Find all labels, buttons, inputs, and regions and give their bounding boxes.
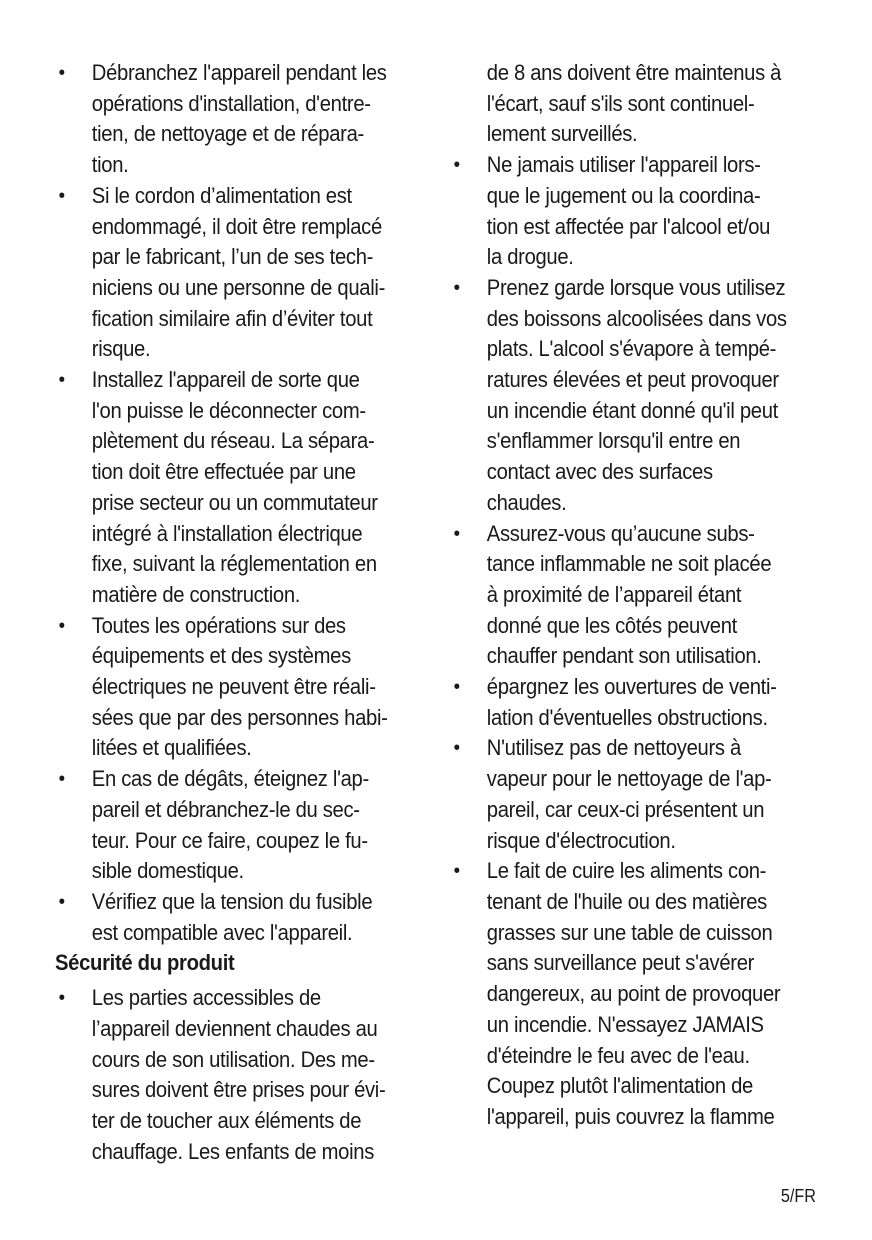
text-line: par le fabricant, l’un de ses tech- <box>91 244 374 270</box>
text-line: des boissons alcoolisées dans vos <box>486 305 787 331</box>
text-line: pareil et débranchez-le du sec- <box>91 796 360 822</box>
text-line: fixe, suivant la réglementation en <box>91 551 377 577</box>
continuation-paragraph <box>450 58 846 150</box>
text-line: ratures élevées et peut provoquer <box>486 367 779 393</box>
text-line: lement surveillés. <box>486 121 638 147</box>
text-line: tion. <box>91 152 129 178</box>
section-heading: Sécurité du produit <box>55 950 235 976</box>
text-line: électriques ne peuvent être réali- <box>91 674 376 700</box>
list-item <box>55 181 451 365</box>
text-line: prise secteur ou un commutateur <box>91 489 378 515</box>
text-line: sures doivent être prises pour évi- <box>91 1077 386 1103</box>
text-line: plètement du réseau. La sépara- <box>91 428 375 454</box>
text-line: pareil, car ceux-ci présentent un <box>486 796 765 822</box>
bullet-icon: • <box>453 737 460 760</box>
text-line: teur. Pour ce faire, coupez le fu- <box>91 827 368 853</box>
text-line: que le jugement ou la coordina- <box>486 182 761 208</box>
bullet-icon: • <box>58 62 65 84</box>
list-item <box>55 58 451 181</box>
text-line: donné que les côtés peuvent <box>486 612 737 638</box>
text-line: niciens ou une personne de quali- <box>91 274 385 300</box>
text-line: s'enflammer lorsqu'il entre en <box>486 428 741 454</box>
bullet-icon: • <box>453 522 460 545</box>
text-line: N'utilisez pas de nettoyeurs à <box>486 735 741 761</box>
text-line: dangereux, au point de provoquer <box>486 981 781 1007</box>
text-line: tance inflammable ne soit placée <box>486 551 772 577</box>
text-line: tion doit être effectuée par une <box>91 459 356 485</box>
right-column <box>450 58 810 1133</box>
text-line: un incendie étant donné qu'il peut <box>486 397 778 423</box>
list-item <box>450 672 846 733</box>
list-item <box>55 764 451 887</box>
text-line: chauffer pendant son utilisation. <box>486 643 762 669</box>
text-line: tenant de l'huile ou des matières <box>486 888 767 914</box>
text-line: épargnez les ouvertures de venti- <box>486 674 777 700</box>
left-bullet-list-2 <box>55 983 415 1167</box>
text-line: Assurez-vous qu’aucune subs- <box>486 520 755 546</box>
bullet-icon: • <box>453 860 460 883</box>
bullet-icon: • <box>58 768 65 791</box>
left-column <box>55 58 415 1167</box>
text-line: tion est affectée par l'alcool et/ou <box>486 213 771 239</box>
text-line: est compatible avec l'appareil. <box>91 919 353 945</box>
text-line: En cas de dégâts, éteignez l'ap- <box>91 766 369 792</box>
text-line: Toutes les opérations sur des <box>91 612 346 638</box>
text-line: Coupez plutôt l'alimentation de <box>486 1073 753 1099</box>
text-line: endommagé, il doit être remplacé <box>91 213 382 239</box>
left-bullet-list <box>55 58 415 948</box>
list-item <box>55 983 451 1167</box>
bullet-icon: • <box>453 676 460 699</box>
text-line: chaudes. <box>486 489 567 515</box>
page-number: 5/FR <box>780 1186 816 1206</box>
text-line: litées et qualifiées. <box>91 735 252 761</box>
right-bullet-list <box>450 150 810 1133</box>
text-line: l'écart, sauf s'ils sont continuel- <box>486 90 755 116</box>
list-item <box>450 733 846 856</box>
list-item <box>450 150 846 273</box>
list-item <box>450 856 846 1132</box>
bullet-icon: • <box>58 614 65 637</box>
text-line: Débranchez l'appareil pendant les <box>91 60 387 85</box>
text-line: lation d'éventuelles obstructions. <box>486 704 768 730</box>
list-item <box>55 611 451 765</box>
text-line: tien, de nettoyage et de répara- <box>91 121 364 147</box>
text-line: Si le cordon d’alimentation est <box>91 182 352 208</box>
list-item <box>55 887 451 948</box>
text-line: vapeur pour le nettoyage de l'ap- <box>486 766 772 792</box>
text-line: Les parties accessibles de <box>91 985 321 1011</box>
text-line: de 8 ans doivent être maintenus à <box>486 60 782 85</box>
bullet-icon: • <box>453 276 460 299</box>
text-line: chauffage. Les enfants de moins <box>91 1138 375 1164</box>
text-line: matière de construction. <box>91 581 301 607</box>
text-line: d'éteindre le feu avec de l'eau. <box>486 1042 750 1068</box>
bullet-icon: • <box>453 154 460 177</box>
bullet-icon: • <box>58 369 65 392</box>
bullet-icon: • <box>58 184 65 207</box>
text-line: grasses sur une table de cuisson <box>486 919 773 945</box>
text-line: sans surveillance peut s'avérer <box>486 950 755 976</box>
list-item <box>55 365 451 611</box>
text-line: l'on puisse le déconnecter com- <box>91 397 366 423</box>
text-line: Installez l'appareil de sorte que <box>91 367 360 393</box>
list-item <box>450 273 846 519</box>
text-line: ter de toucher aux éléments de <box>91 1107 362 1133</box>
text-line: Vérifiez que la tension du fusible <box>91 888 373 914</box>
text-line: l'appareil, puis couvrez la flamme <box>486 1103 775 1129</box>
list-item <box>450 519 846 673</box>
text-line: l’appareil deviennent chaudes au <box>91 1015 378 1041</box>
text-line: sible domestique. <box>91 858 244 884</box>
text-line: risque d'électrocution. <box>486 827 676 853</box>
bullet-icon: • <box>58 890 65 913</box>
text-line: à proximité de l’appareil étant <box>486 581 742 607</box>
text-line: contact avec des surfaces <box>486 459 713 485</box>
text-line: opérations d'installation, d'entre- <box>91 90 371 116</box>
text-line: fication similaire afin d’éviter tout <box>91 305 373 331</box>
text-line: sées que par des personnes habi- <box>91 704 388 730</box>
text-line: risque. <box>91 336 151 362</box>
text-line: la drogue. <box>486 244 574 270</box>
text-line: Prenez garde lorsque vous utilisez <box>486 274 786 300</box>
text-line: Le fait de cuire les aliments con- <box>486 858 767 884</box>
bullet-icon: • <box>58 987 65 1010</box>
text-line: plats. L'alcool s'évapore à tempé- <box>486 336 777 362</box>
text-line: intégré à l'installation électrique <box>91 520 363 546</box>
text-line: Ne jamais utiliser l'appareil lors- <box>486 152 761 178</box>
text-line: cours de son utilisation. Des me- <box>91 1046 375 1072</box>
text-line: équipements et des systèmes <box>91 643 351 669</box>
text-line: un incendie. N'essayez JAMAIS <box>486 1011 764 1037</box>
